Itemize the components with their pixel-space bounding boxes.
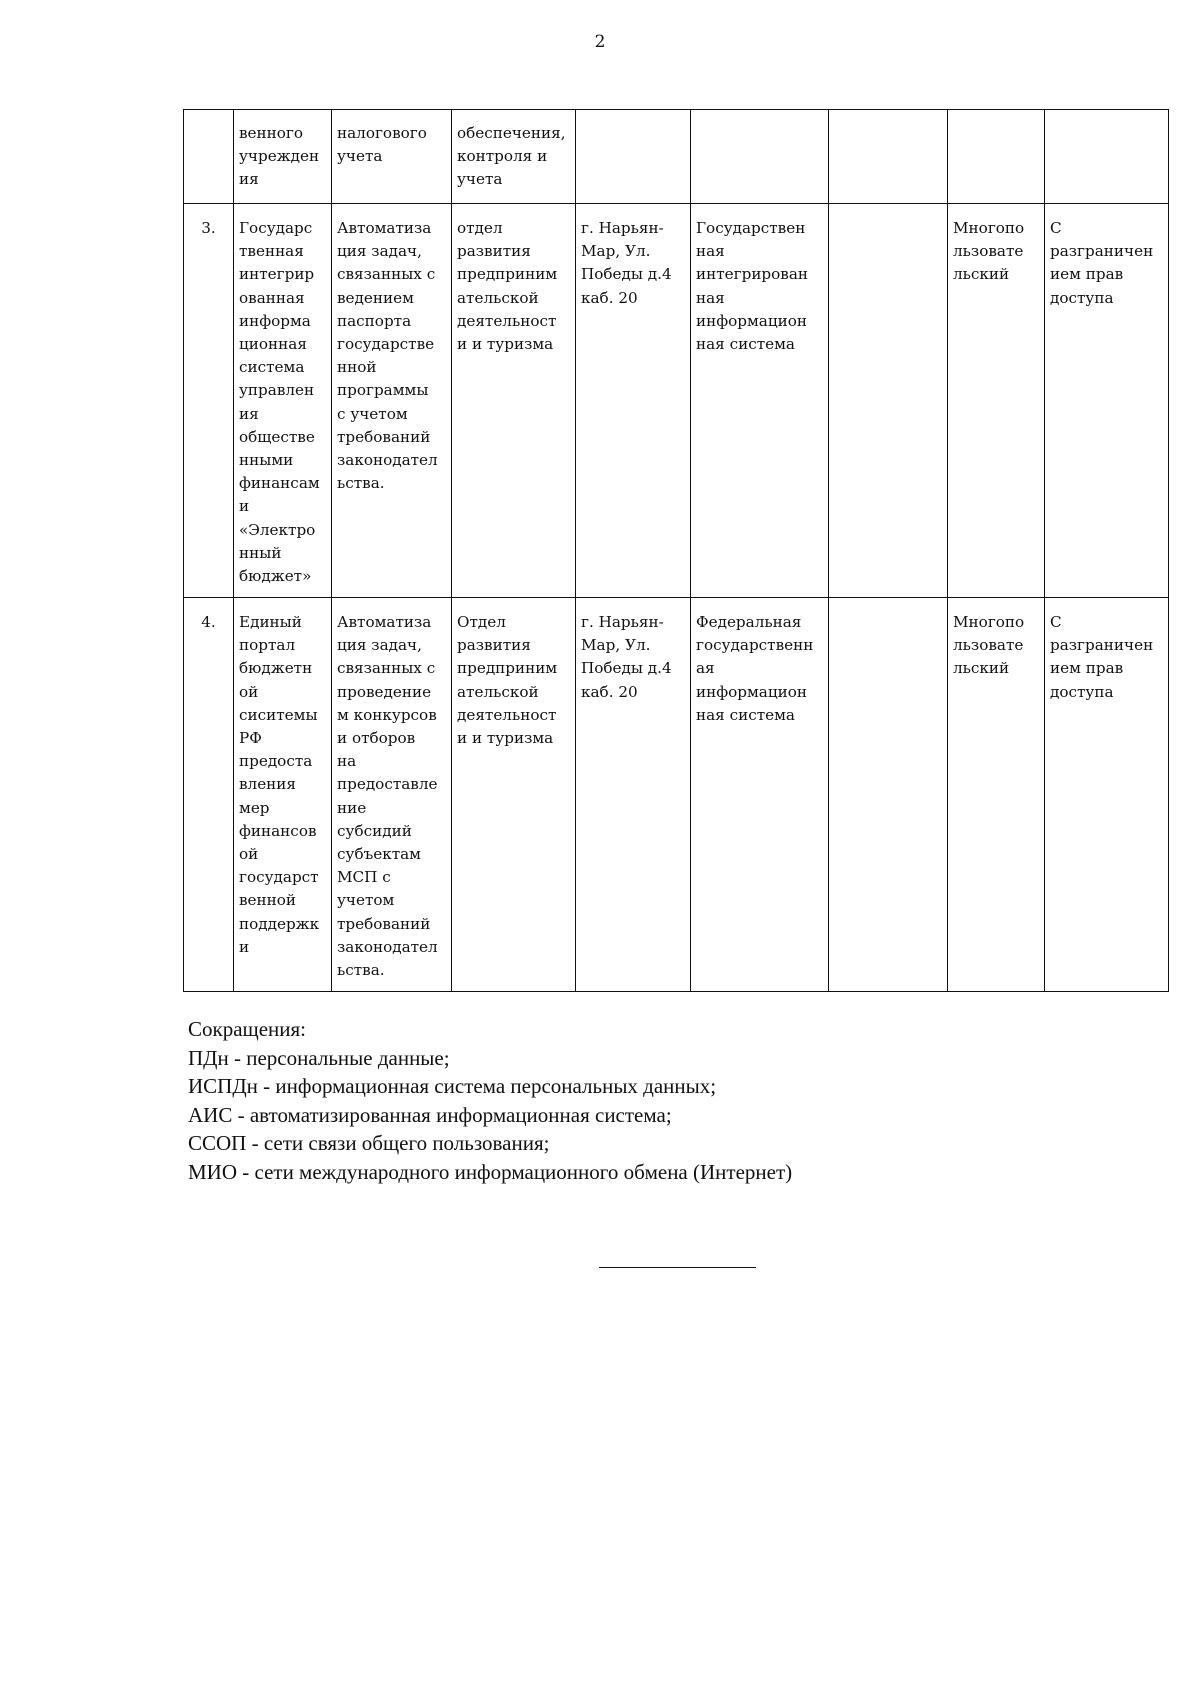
cell-number: 3. bbox=[184, 204, 234, 598]
abbreviation-item: МИО - сети международного информационного обмена (Интернет) bbox=[188, 1159, 793, 1184]
cell-access: С разграничен ием прав доступа bbox=[1045, 204, 1169, 598]
abbreviation-item: ИСПДн - информационная система персональных данных; bbox=[188, 1074, 717, 1098]
cell-system-type: Государствен ная интегрирован ная информацион ная система bbox=[691, 204, 829, 598]
page-number: 2 bbox=[594, 32, 606, 52]
cell-location: г. Нарьян- Мар, Ул. Победы д.4 каб. 20 bbox=[576, 598, 691, 992]
cell-access: С разграничен ием прав доступа bbox=[1045, 598, 1169, 992]
cell-number bbox=[184, 110, 234, 204]
cell-mode: Многопо льзовате льский bbox=[948, 598, 1045, 992]
abbreviation-item: АИС - автоматизированная информационная система; bbox=[188, 1102, 672, 1127]
cell-mode bbox=[948, 110, 1045, 204]
cell-number: 4. bbox=[184, 598, 234, 992]
abbreviations-heading: Сокращения: bbox=[188, 1017, 306, 1041]
cell-mode: Многопо льзовате льский bbox=[948, 204, 1045, 598]
cell-purpose: налогового учета bbox=[332, 110, 452, 204]
cell-purpose: Автоматиза ция задач, связанных с проведение м конкурсов и отборов на предоставле ние субсидий субъектам МСП с учетом требований законодател ьства. bbox=[332, 598, 452, 992]
cell-system-type bbox=[691, 110, 829, 204]
cell-empty bbox=[829, 110, 948, 204]
cell-empty bbox=[829, 204, 948, 598]
table-row bbox=[184, 110, 1169, 204]
cell-department: отдел развития предприним ательской деятельност и и туризма bbox=[452, 204, 576, 598]
abbreviation-item: ПДн - персональные данные; bbox=[188, 1045, 450, 1070]
cell-location: г. Нарьян- Мар, Ул. Победы д.4 каб. 20 bbox=[576, 204, 691, 598]
table-row bbox=[184, 204, 1169, 598]
cell-department: обеспечения, контроля и учета bbox=[452, 110, 576, 204]
cell-system-name: венного учрежден ия bbox=[234, 110, 332, 204]
cell-purpose: Автоматиза ция задач, связанных с ведением паспорта государстве нной программы с учетом требований законодател ьства. bbox=[332, 204, 452, 598]
cell-system-name: Единый портал бюджетн ой сиситемы РФ предоста вления мер финансов ой государст венной поддержк и bbox=[234, 598, 332, 992]
cell-department: Отдел развития предприним ательской деятельност и и туризма bbox=[452, 598, 576, 992]
abbreviation-item: ССОП - сети связи общего пользования; bbox=[188, 1131, 550, 1155]
cell-location bbox=[576, 110, 691, 204]
table-row bbox=[184, 598, 1169, 992]
registry-table bbox=[183, 109, 1169, 992]
abbreviations-section bbox=[188, 1015, 792, 1186]
cell-empty bbox=[829, 598, 948, 992]
end-divider-line bbox=[599, 1267, 756, 1268]
cell-system-name: Государс твенная интегрир ованная информа ционная система управлен ия обществе нными финансам и «Электро нный бюджет» bbox=[234, 204, 332, 598]
cell-system-type: Федеральная государственн ая информацион ная система bbox=[691, 598, 829, 992]
cell-access bbox=[1045, 110, 1169, 204]
